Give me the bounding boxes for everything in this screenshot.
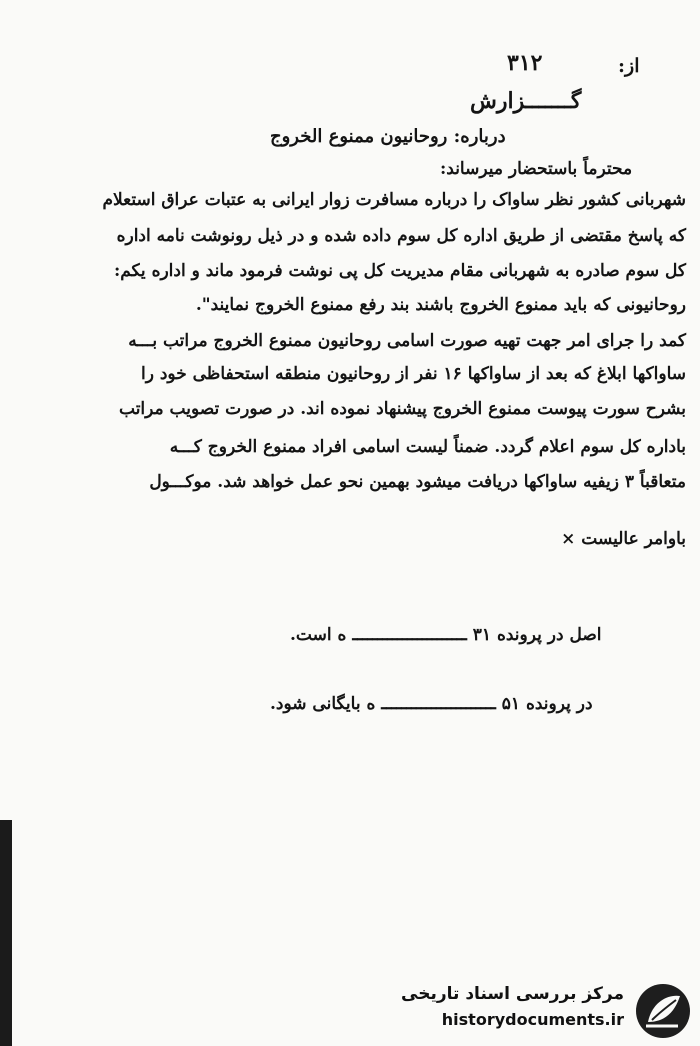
from-label: از: [618,55,640,77]
body-line: که پاسخ مقتضی از طریق اداره کل سوم داده شده و در ذیل رونوشت نامه اداره [116,226,686,246]
report-title: گـــــــزارش [470,88,582,114]
watermark-footer [400,978,696,1042]
body-line: شهربانی کشور نظر ساواک را درباره مسافرت زوار ایرانی به عتبات عراق استعلام [102,190,686,210]
body-line: باداره کل سوم اعلام گردد. ضمناً لیست اسامی افراد ممنوع الخروج کـــه [169,437,686,457]
document-number: ۳۱۲ [507,50,543,76]
body-line: بشرح سورت پیوست ممنوع الخروج پیشنهاد نموده اند. در صورت تصویب مراتب [119,399,686,419]
body-line: متعاقباً ۳ زیفیه ساواکها دریافت میشود بهمین نحو عمل خواهد شد. موکـــول [149,472,686,492]
filing-note-archive: در پرونده ۵۱ ـــــــــــــــــــــــ ه بایگانی شود. [270,694,593,714]
body-line: کمد را جرای امر جهت تهیه صورت اسامی روحانیون ممنوع الخروج مراتب بـــه [128,331,686,351]
archive-leaf-logo-icon [634,982,692,1040]
archive-site-name: مرکز بررسی اسناد تاریخی [401,984,624,1004]
subject-line: درباره: روحانیون ممنوع الخروج [270,126,506,147]
archive-site-url: historydocuments.ir [441,1010,624,1029]
body-line: کل سوم صادره به شهربانی مقام مدیریت کل پی نوشت فرمود ماند و اداره یکم: [113,261,686,281]
body-line: ساواکها ابلاغ که بعد از ساواکها ۱۶ نفر از روحانیون منطقه استحفاظی خود را [141,364,686,384]
salutation: محترماً باستحضار میرساند: [440,159,633,179]
body-line: روحانیونی که باید ممنوع الخروج باشند بند رفع ممنوع الخروج نمایند". [195,295,686,315]
filing-note-original: اصل در پرونده ۳۱ ـــــــــــــــــــــــ ه است. [290,625,602,645]
body-line: باوامر عالیست × [561,529,686,549]
scan-edge-shadow [0,820,12,1046]
